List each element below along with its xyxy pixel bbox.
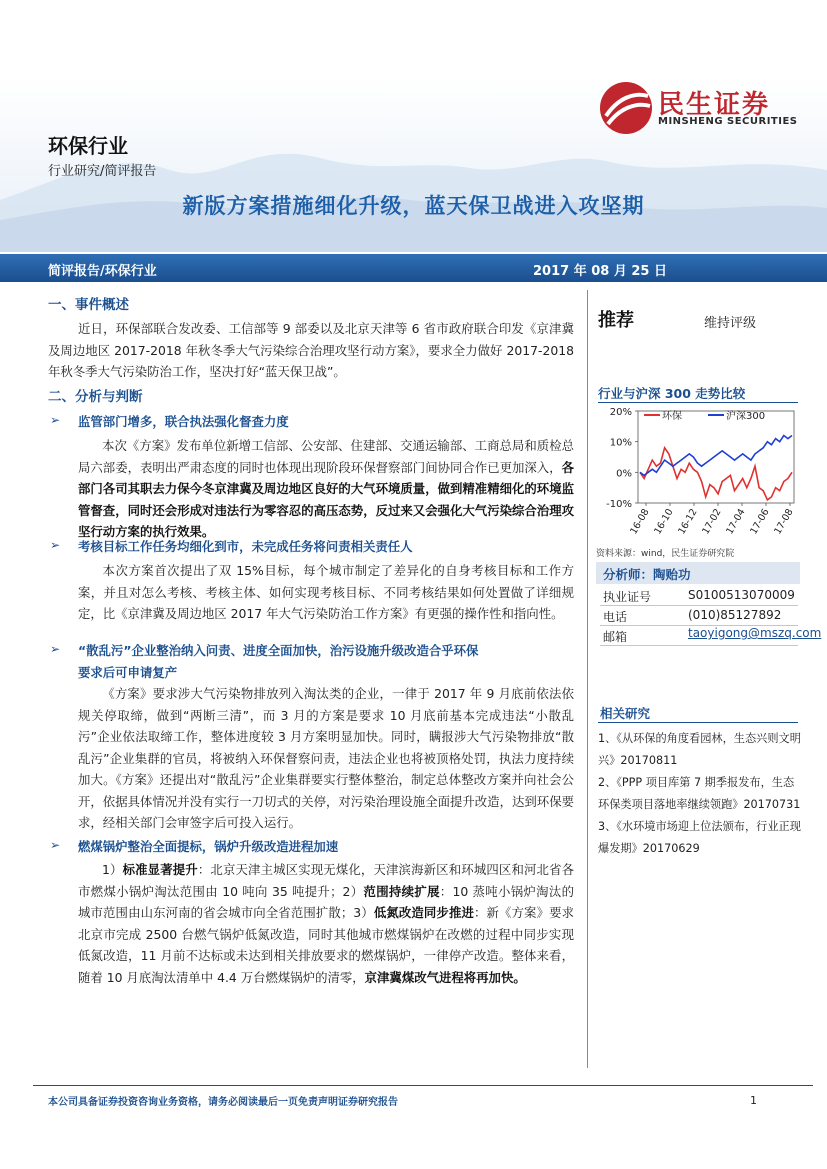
bullet-1-title: 监管部门增多，联合执法强化督查力度 (78, 414, 289, 429)
bullet-4-lead: 1） (102, 862, 123, 877)
cert-value: S0100513070009 (688, 588, 795, 602)
phone-value: (010)85127892 (688, 608, 782, 622)
footer-disclaimer: 本公司具备证券投资咨询业务资格，请务必阅读最后一页免责声明证券研究报告 (48, 1097, 398, 1108)
bullet-4 (50, 836, 574, 858)
x-tick-label: 16-08 (628, 507, 652, 537)
related-item: 3、《水环境市场迎上位法颁布，行业正现爆发期》20170629 (598, 820, 801, 855)
chart-axes (606, 407, 795, 536)
bullet-3-title-line-1: “散乱污”企业整治纳入问责、进度全面加快，治污设施升级改造合乎环保 (78, 643, 479, 658)
report-type: 行业研究/简评报告 (48, 164, 157, 179)
bullet-3-title-line-2: 要求后可申请复产 (78, 665, 178, 680)
related-research-rule (598, 722, 798, 723)
email-link[interactable]: taoyigong@mszq.com (688, 626, 822, 640)
bullet-1-text: 本次《方案》发布单位新增工信部、公安部、住建部、交通运输部、工商总局和质检总局六部委，表明出严肃态度的同时也体现出现阶段环保督察部门间协同合作已更加深入， (78, 438, 574, 475)
header-bar-date: 2017 年 08 月 25 日 (533, 264, 667, 279)
rating: 维持评级 (704, 316, 757, 331)
recommendation: 推荐 (598, 310, 634, 331)
x-tick-label: 16-12 (676, 507, 700, 537)
column-divider (587, 290, 588, 1068)
bullet-4-conclusion: 京津冀煤改气进程将再加快。 (364, 969, 526, 985)
bullet-4-title: 燃煤锅炉整治全面提标，锅炉升级改造进程加速 (78, 839, 339, 854)
y-tick-label: 20% (609, 407, 632, 418)
x-tick-label: 17-06 (748, 507, 772, 537)
related-research-title: 相关研究 (600, 706, 651, 721)
x-tick-label: 17-08 (772, 507, 796, 537)
bullet-2-text: 本次方案首次提出了双 15%目标，每个城市制定了差异化的自身考核目标和工作方案，并且对怎么考核、考核主体、如何实现考核目标、不同考核结果如何处置做了详细规定，比《京津冀及周边地区 2017 年大气污染防治工作方案》有更强的操作性和指向性。 (78, 563, 574, 621)
chart-lines (640, 436, 792, 500)
header-bar-category: 简评报告/环保行业 (48, 264, 157, 279)
logo-chinese-name: 民生证券 (658, 90, 771, 120)
bullet-4-point-2: 范围持续扩展 (363, 883, 440, 899)
bullet-4-text-3: ：新《方案》要求北京市完成 2500 台燃气锅炉低氮改造，同时其他城市燃煤锅炉在改燃的过程中同步实现低氮改造，11 月前不达标或未达到相关排放要求的燃煤锅炉，一律停产改造。整体来看，随着 10 月底淘汰清单中 4.4 万台燃煤锅炉的清零， (78, 905, 575, 985)
report-title: 新版方案措施细化升级，蓝天保卫战进入攻坚期 (182, 194, 645, 218)
x-tick-label: 17-04 (724, 507, 748, 537)
x-tick-label: 16-10 (652, 507, 676, 537)
analyst-name: 分析师：陶贻功 (603, 567, 691, 582)
section-1-title: 一、事件概述 (48, 297, 129, 313)
page-number: 1 (750, 1094, 757, 1107)
bullet-3-paragraph (78, 683, 574, 834)
x-tick-label: 17-02 (700, 507, 724, 537)
bullet-2 (50, 536, 574, 558)
section-1-paragraph: 近日，环保部联合发改委、工信部等 9 部委以及北京天津等 6 省市政府联合印发《京津冀及周边地区 2017-2018 年秋冬季大气污染综合治理攻坚行动方案》，要求全力做好 2017-2018 年秋冬季大气污染防治工作，坚决打好“蓝天保卫战”。 (48, 321, 574, 379)
bullet-3-text: 《方案》要求涉大气污染物排放列入淘汰类的企业，一律于 2017 年 9 月底前依法依规关停取缔，做到“两断三清”，而 3 月的方案是要求 10 月底前基本完成违法“小散乱污”企业依法取缔工作，整体进度较 3 月方案明显加快。同时，瞒报涉大气污染物排放“散乱污”企业集群的官员，将被纳入环保督察问责，违法企业也将被顶格处罚，执法力度持续加大。《方案》还提出对“散乱污”企业集群要实行整体整治，制定总体整改方案并向社会公开，依据具体情况并没有实行一刀切式的关停，对污染治理设施全面提升改造，达到环保要求，经相关部门会审签字后可投入运行。 (78, 686, 574, 830)
industry-label: 环保行业 (48, 134, 128, 158)
bullet-4-paragraph (78, 859, 574, 988)
logo-english-name: MINSHENG SECURITIES (658, 116, 798, 127)
legend-label: 沪深300 (726, 411, 766, 422)
bullet-4-point-1: 标准显著提升 (122, 862, 198, 877)
bullet-4-text-2: ：10 蒸吨小锅炉淘汰的城市范围由山东河南的省会城市向全省范围扩散；3） (78, 883, 574, 920)
bullet-4-text-1: ：北京天津主城区实现无煤化，天津滨海新区和环城四区和河北省各市燃煤小锅炉淘汰范围由 10 吨向 35 吨提升；2） (78, 862, 575, 899)
bullet-2-title: 考核目标工作任务均细化到市，未完成任务将问责相关责任人 (78, 539, 413, 554)
arrow-bullet-icon: ➢ (50, 413, 61, 427)
info-rule (600, 645, 798, 646)
bullet-1-bold-text: 各部门各司其职去力保今冬京津冀及周边地区良好的大气环境质量，做到精准精细化的环境监管督查，同时还会形成对违法行为零容忍的高压态势，反过来又会强化大气污染综合治理攻坚行动方案的执行效果。 (78, 459, 574, 539)
bullet-4-point-3: 低氮改造同步推进 (373, 905, 474, 920)
bullet-2-paragraph (78, 560, 574, 625)
trend-chart (596, 403, 802, 543)
bullet-1 (50, 411, 574, 433)
chart-title: 行业与沪深 300 走势比较 (598, 386, 746, 401)
related-item: 1、《从环保的角度看园林，生态兴则文明兴》20170811 (598, 732, 801, 767)
bullet-1-paragraph (78, 435, 574, 543)
chart-source: 资料来源：wind，民生证券研究院 (596, 549, 735, 559)
section-2-title: 二、分析与判断 (48, 389, 143, 405)
related-item: 2、《PPP 项目库第 7 期季报发布，生态环保类项目落地率继续领跑》20170731 (598, 776, 801, 811)
legend-label: 环保 (662, 411, 682, 422)
y-tick-label: -10% (606, 499, 632, 510)
email-label: 邮箱 (603, 630, 628, 644)
bullet-3 (50, 640, 574, 684)
arrow-bullet-icon: ➢ (50, 642, 61, 656)
arrow-bullet-icon: ➢ (50, 538, 61, 552)
y-tick-label: 0% (616, 468, 632, 480)
info-rule (600, 605, 798, 606)
arrow-bullet-icon: ➢ (50, 838, 61, 852)
phone-label: 电话 (603, 610, 628, 624)
y-tick-label: 10% (609, 437, 632, 449)
bullet-3-title (78, 640, 576, 684)
footer-rule (33, 1085, 813, 1086)
cert-label: 执业证号 (603, 590, 652, 604)
